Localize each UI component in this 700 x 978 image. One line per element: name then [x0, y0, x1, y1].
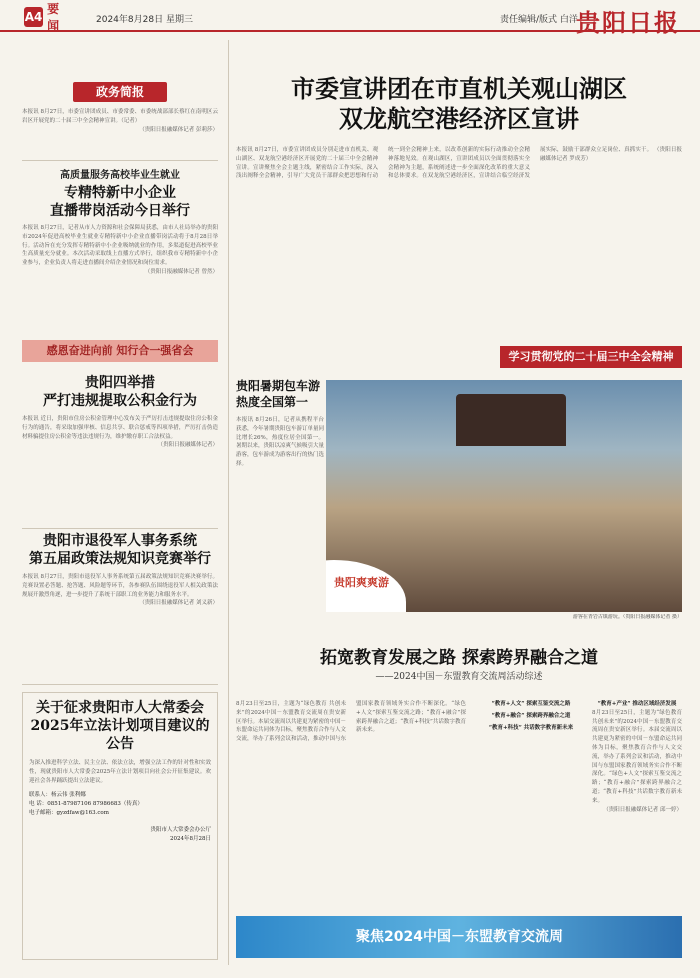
article-tourism-title-2: 热度全国第一	[236, 395, 309, 409]
main-headline	[236, 74, 682, 138]
article-veterans-credit: （贵阳日报融媒体记者 刘义新）	[139, 600, 218, 607]
main-title: 市委宣讲团在市直机关观山湖区	[291, 74, 627, 103]
edu-sub3: “教育+科技” 共话数字教育新未来	[488, 724, 574, 731]
main-body-text: 本报讯 8月27日，市委宣讲团成员分别走进市直机关、观山湖区、双龙航空港经济区开展党的二十届三中全会精神宣讲。宣讲聚焦全会主题主线，紧密结合工作实际，深入浅出阐释全会精神，引导广大党员干部群众把思想和行动统一到全会精神上来，以改革创新的实际行动推动全会精神落地见效。在观山湖区，宣讲团成员以全面贯彻落实全会精神为主题，系统阐述进一步全面深化改革的重大意义和总体要求。在双龙航空港经济区，宣讲结合临空经济发展实际，鼓励干部群众立足岗位、真抓实干。	[236, 147, 653, 180]
edu-right-column	[592, 700, 682, 912]
notice-email: 电子邮箱：gyzdfaw@163.com	[29, 809, 109, 816]
edu-subtitle: ——2024中国－东盟教育交流周活动综述	[375, 672, 543, 682]
article-employment-credit: （贵阳日报融媒体记者 曾然）	[144, 268, 218, 275]
article-employment-title: 专精特新中小企业	[64, 185, 176, 201]
brief-title: 政务简报	[73, 82, 167, 102]
edu-body-text: 8月23日至25日，主题为“绿色教育 共创未来”的2024中国－东盟教育交流周在贵安新区举行。本届交流周以共建更为紧密的中国－东盟命运共同体为目标，聚焦教育合作与人文交流，举办了系列会议和活动，推动中国与东盟国家教育领域务实合作不断深化。“绿色+人文”探索互鉴交流之路；“教育+融合”探索跨界融合之道；“教育+科技”共话数字教育新未来。	[236, 701, 466, 743]
edu-body	[236, 700, 586, 912]
edu-banner-text: 聚焦2024中国－东盟教育交流周	[356, 929, 563, 945]
article-employment-kicker: 高质量服务高校毕业生就业	[60, 170, 180, 181]
photo-watermark: 贵阳爽爽游	[334, 576, 389, 589]
article-tourism-body: 本报讯 8月26日，记者从携程平台获悉，今年暑期贵阳包车游订单量同比增长26%，热度位居全国第一。暑期以来，贵阳以凉爽气候吸引大量游客，包车游成为游客出行的热门选择。	[236, 417, 324, 467]
edu-sub1: “教育+人文” 探索互鉴交流之路	[491, 701, 571, 707]
notice-phone: 电 话：0851-87987106 87986683（传真）	[29, 801, 143, 808]
edu-title: 拓宽教育发展之路 探索跨界融合之道	[320, 648, 598, 668]
page-header	[0, 0, 700, 37]
section-name: 要闻	[47, 2, 60, 33]
photo-caption: 游客在青岩古镇游玩。（贵阳日报融媒体记者 摄）	[572, 614, 682, 620]
main-body-credit: （贵阳日报融媒体记者 罗成芳）	[540, 147, 682, 162]
page-number-box	[24, 2, 70, 33]
gate-tower	[456, 394, 566, 446]
edu-sub2: “教育+融合” 探索跨界融合之道	[491, 712, 571, 719]
edu-headline	[236, 646, 682, 694]
notice-title-2: 2025年立法计划项目建议的公告	[30, 718, 210, 752]
divider	[22, 528, 218, 529]
banner-study-text: 学习贯彻党的二十届三中全会精神	[508, 350, 674, 363]
notice-contact: 联系人：杨云伟 张利娜	[29, 792, 86, 799]
article-employment-body: 本报讯 8月27日，记者从市人力资源和社会保障局获悉，由市人社局举办的贵阳市2024年促进高校毕业生就业专精特新中小企业直播带岗活动将于8月28日举行。活动旨在充分发挥专精特新中小企业吸纳就业的作用，多渠道促进高校毕业生高质量充分就业。本次活动采取线上直播方式举行，组织我市专精特新中小企业参与，企业负责人将走进直播间介绍企业情况和岗位需求。	[22, 225, 218, 267]
crowd-photo	[326, 380, 682, 612]
edu-banner	[236, 916, 682, 958]
main-body	[236, 146, 682, 336]
article-tourism	[236, 378, 324, 628]
brief-body: 本报讯 8月27日，市委宣讲团成员、市委常委、市委统战部部长蔡红在南明区云岩区开展党的二十届三中全会精神宣讲。（记者）	[22, 109, 218, 124]
article-veterans	[22, 532, 218, 678]
brief-credit: （贵阳日报融媒体记者 彭莉莎）	[139, 126, 218, 133]
article-fund-title: 贵阳四举措	[85, 375, 155, 391]
divider	[22, 684, 218, 685]
issue-date: 2024年8月28日 星期三	[96, 15, 193, 25]
article-fund-title-2: 严打违规提取公积金行为	[43, 393, 197, 409]
notice-body: 为深入推进科学立法、民主立法、依法立法，增强立法工作的针对性和实效性，现就贵阳市人大常委会2025年立法计划项目向社会公开征集建议。欢迎社会各界踊跃提出立法建议。	[29, 760, 211, 784]
edu-sub4: “教育+产业” 推动区域经济发展	[597, 701, 677, 707]
notice-signature: 贵阳市人大常委会办公厅	[150, 826, 211, 833]
main-title-2: 双龙航空港经济区宣讲	[339, 104, 579, 133]
edu-credit: （贵阳日报融媒体记者 邱一婷）	[603, 806, 682, 813]
divider	[22, 160, 218, 161]
edu-right-body: 8月23日至25日，主题为“绿色教育 共创未来”的2024中国－东盟教育交流周在贵安新区举行。本届交流周以共建更为紧密的中国－东盟命运共同体为目标，聚焦教育合作与人文交流，举办了系列会议和活动，推动中国与东盟国家教育领域务实合作不断深化。“绿色+人文”探索互鉴交流之路；“教育+融合”探索跨界融合之道；“教育+科技”共话数字教育新未来。	[592, 709, 682, 804]
banner-grateful	[22, 340, 218, 362]
column-divider	[228, 40, 229, 965]
page-number: A4	[24, 7, 43, 27]
newspaper-logo: 贵阳日报	[576, 8, 680, 37]
banner-study	[500, 346, 682, 368]
brief-box	[22, 82, 218, 154]
article-veterans-title-2: 第五届政策法规知识竞赛举行	[29, 551, 211, 567]
notice-box	[22, 692, 218, 960]
article-tourism-title: 贵阳暑期包车游	[236, 379, 321, 393]
editor-info: 责任编辑/版式 白洋	[500, 15, 578, 25]
article-veterans-body: 本报讯 8月27日，贵阳市退役军人事务系统第五届政策法规知识竞赛决赛举行。竞赛设置必答题、抢答题、风险题等环节，各参赛队伍围绕退役军人相关政策法规展开激烈角逐，进一步提升了系统干部职工的业务能力和服务水平。	[22, 574, 218, 598]
notice-date: 2024年8月28日	[170, 835, 211, 842]
article-fund-credit: （贵阳日报融媒体记者）	[157, 442, 218, 449]
article-employment	[22, 166, 218, 336]
article-veterans-title: 贵阳市退役军人事务系统	[43, 533, 197, 549]
article-employment-title-2: 直播带岗活动今日举行	[50, 203, 190, 219]
banner-grateful-text: 感恩奋进向前 知行合一强省会	[46, 344, 194, 357]
notice-title: 关于征求贵阳市人大常委会	[36, 700, 204, 716]
article-fund	[22, 374, 218, 524]
article-fund-body: 本报讯 近日，贵阳市住房公积金管理中心发布关于严厉打击违规提取住房公积金行为的通告，将采取加强审核、信息共享、联合惩戒等四项举措，严厉打击伪造材料骗提住房公积金等违法违规行为，维护缴存职工合法权益。	[22, 416, 218, 440]
